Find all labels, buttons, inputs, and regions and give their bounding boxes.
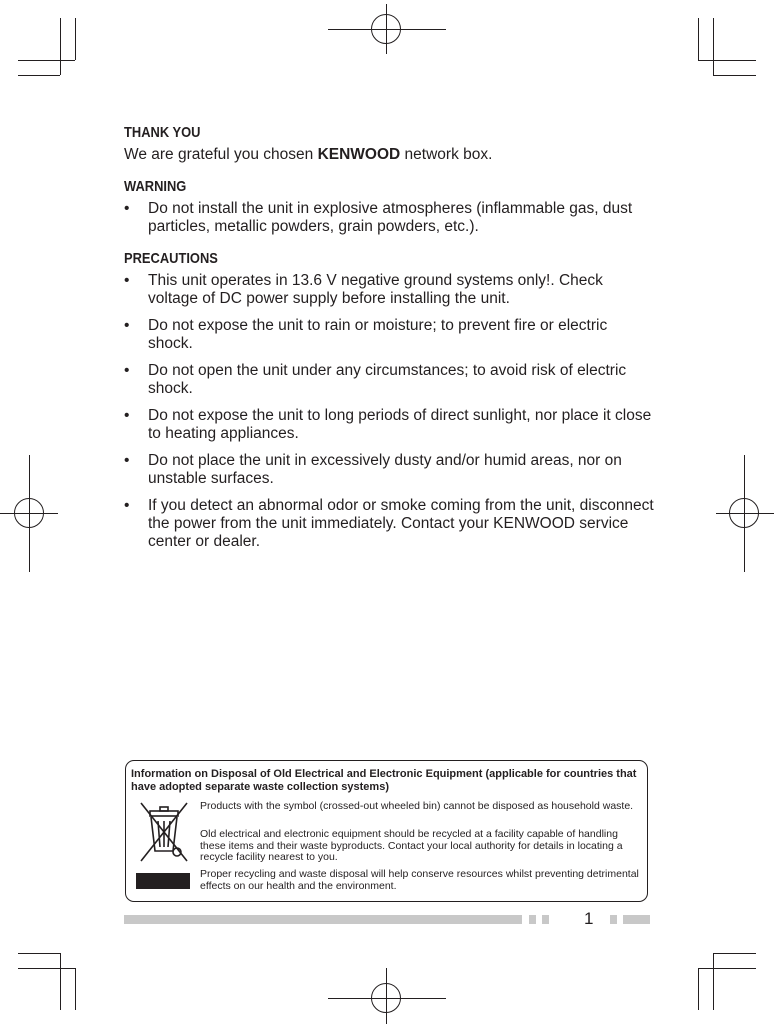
bullet-icon: • [124,200,130,217]
list-item-text: If you detect an abnormal odor or smoke coming from the unit, disconnect the power from the unit immediately. Contact your KENWOOD service center or dealer. [148,497,654,550]
footer-bar [610,915,617,924]
warning-list [124,200,654,236]
list-item-text: This unit operates in 13.6 V negative ground systems only!. Check voltage of DC power supply before installing the unit. [148,272,603,307]
crop-mark [18,60,75,61]
list-item-text: Do not expose the unit to rain or moisture; to prevent fire or electric shock. [148,317,608,352]
bullet-icon: • [124,452,130,469]
registration-circle [371,14,401,44]
section-heading: PRECAUTIONS [124,250,218,267]
precautions-list [124,272,654,551]
list-item [124,452,654,488]
section-heading: WARNING [124,178,187,195]
list-item [124,317,654,353]
crop-mark [713,953,756,954]
list-item [124,362,654,398]
crop-mark [698,18,699,60]
registration-circle [371,983,401,1013]
lead-text: network box. [400,146,493,163]
footer-bar [623,915,650,924]
bullet-icon: • [124,497,130,514]
thank-you-section [124,124,654,164]
precautions-section [124,250,654,551]
crop-mark [60,953,61,1010]
black-bar-symbol [136,873,190,889]
list-item-text: Do not expose the unit to long periods of direct sunlight, nor place it close to heating appliances. [148,407,652,442]
crop-mark [18,953,60,954]
brand-name: KENWOOD [317,146,401,163]
crop-mark [713,18,714,75]
crop-mark [698,60,756,61]
list-item [124,272,654,308]
warning-section [124,178,654,236]
bullet-icon: • [124,272,130,289]
thank-you-text [124,145,654,164]
crossed-out-wheeled-bin-icon [136,799,192,865]
disposal-info-box [125,760,648,902]
bullet-icon: • [124,362,130,379]
bullet-icon: • [124,317,130,334]
section-heading: THANK YOU [124,124,201,141]
list-item [124,407,654,443]
lead-text: We are grateful you chosen [124,146,318,163]
crop-mark [713,75,756,76]
footer-bar [124,915,522,924]
crop-mark [75,18,76,60]
crop-mark [60,18,61,75]
crop-mark [18,968,75,969]
crop-mark [713,953,714,1010]
list-item-text: Do not install the unit in explosive atmospheres (inflammable gas, dust particles, metallic powders, grain powders, etc.). [148,200,633,235]
crop-mark [18,75,60,76]
list-item-text: Do not open the unit under any circumstances; to avoid risk of electric shock. [148,362,627,397]
page-number: 1 [584,909,594,928]
crop-mark [75,968,76,1010]
disposal-paragraph: Old electrical and electronic equipment should be recycled at a facility capable of handling these items and their waste byproducts. Contact your local authority for details in locating a recycle facility nearest to you. [200,828,623,863]
registration-circle [14,498,44,528]
crop-mark [698,968,699,1010]
list-item-text: Do not place the unit in excessively dusty and/or humid areas, nor on unstable surfaces. [148,452,622,487]
registration-circle [729,498,759,528]
main-content [124,124,654,551]
list-item [124,200,654,236]
disposal-title: Information on Disposal of Old Electrical and Electronic Equipment (applicable for countries that have adopted separate waste collection systems) [131,768,637,793]
list-item [124,497,654,551]
disposal-paragraph: Products with the symbol (crossed-out wheeled bin) cannot be disposed as household waste. [200,800,634,812]
bullet-icon: • [124,407,130,424]
footer-bar [529,915,536,924]
footer-bar [542,915,549,924]
disposal-paragraph: Proper recycling and waste disposal will help conserve resources whilst preventing detrimental effects on our health and the environment. [200,868,639,892]
crop-mark [698,968,756,969]
